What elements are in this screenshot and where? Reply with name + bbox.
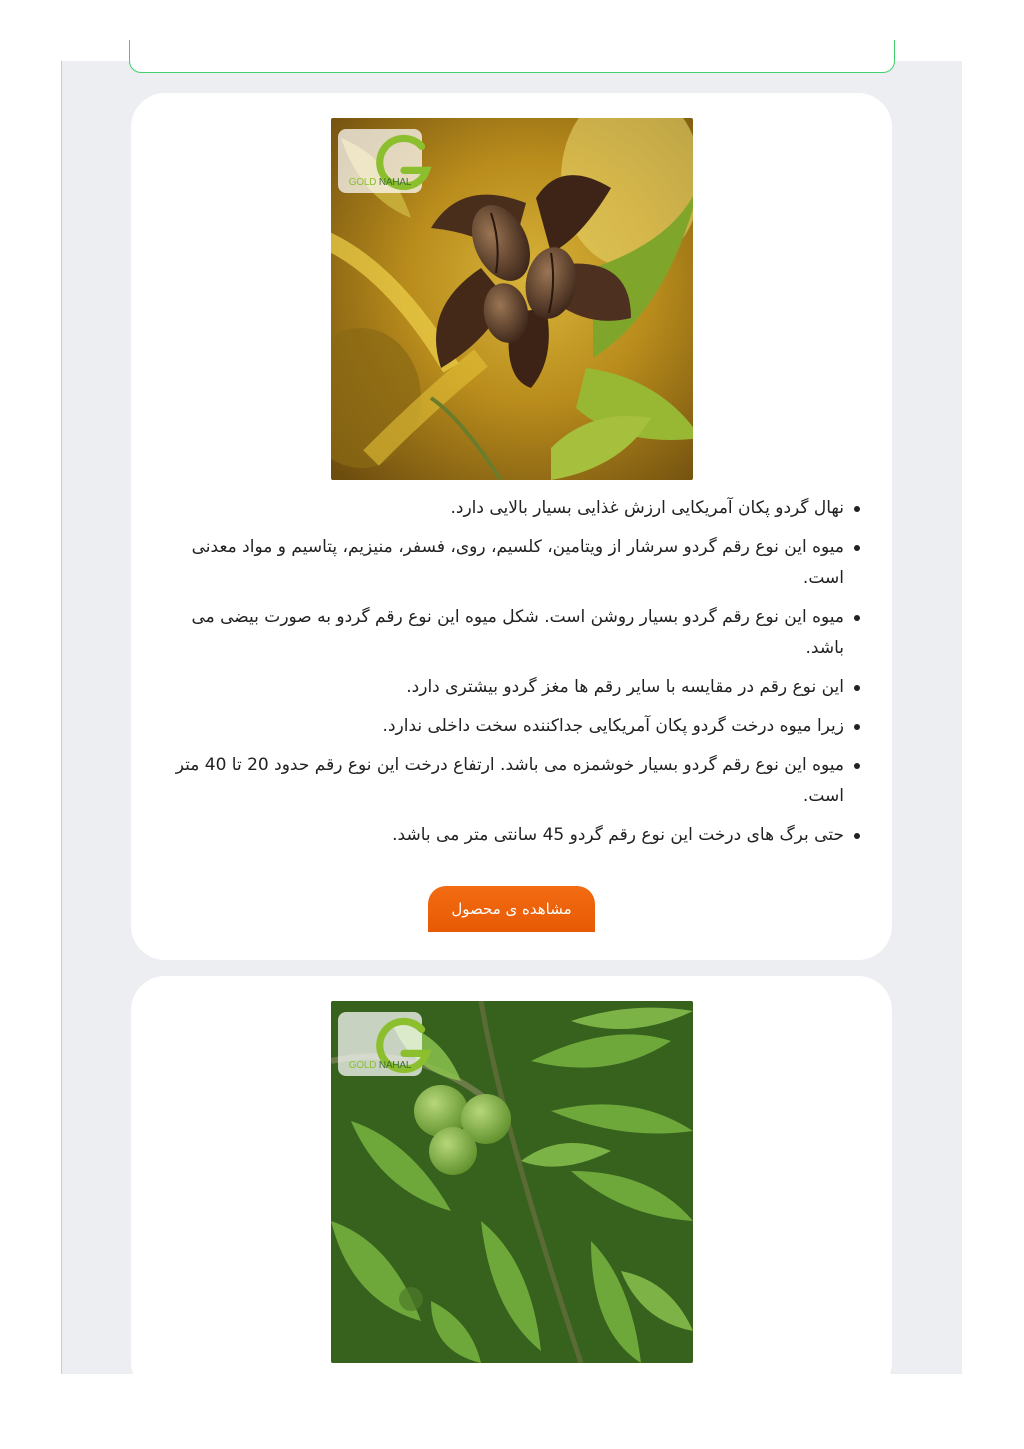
- logo-text: GOLD NAHAL: [348, 177, 412, 188]
- product-card: [131, 93, 892, 960]
- list-item: میوه این نوع رقم گردو بسیار خوشمزه می باشد. ارتفاع درخت این نوع رقم حدود 20 تا 40 متر است.: [151, 750, 844, 812]
- product-image-walnut[interactable]: [331, 1001, 693, 1363]
- list-item: زیرا میوه درخت گردو پکان آمریکایی جداکننده سخت داخلی ندارد.: [151, 711, 844, 742]
- view-product-button[interactable]: مشاهده ی محصول: [428, 886, 595, 932]
- list-item: میوه این نوع رقم گردو بسیار روشن است. شکل میوه این نوع رقم گردو به صورت بیضی می باشد.: [151, 602, 844, 664]
- previous-card-edge: [129, 40, 895, 73]
- list-item: حتی برگ های درخت این نوع رقم گردو 45 سانتی متر می باشد.: [151, 820, 844, 851]
- feature-list: [151, 493, 862, 859]
- list-item: نهال گردو پکان آمریکایی ارزش غذایی بسیار بالایی دارد.: [151, 493, 844, 524]
- brand-logo: [338, 129, 422, 193]
- list-item: میوه این نوع رقم گردو سرشار از ویتامین، کلسیم، روی، فسفر، منیزیم، پتاسیم و مواد معدنی است.: [151, 532, 844, 594]
- list-item: این نوع رقم در مقایسه با سایر رقم ها مغز گردو بیشتری دارد.: [151, 672, 844, 703]
- product-image-pecan[interactable]: [331, 118, 693, 480]
- logo-text: GOLD NAHAL: [348, 1060, 412, 1071]
- brand-logo: [338, 1012, 422, 1076]
- product-card: [131, 976, 892, 1396]
